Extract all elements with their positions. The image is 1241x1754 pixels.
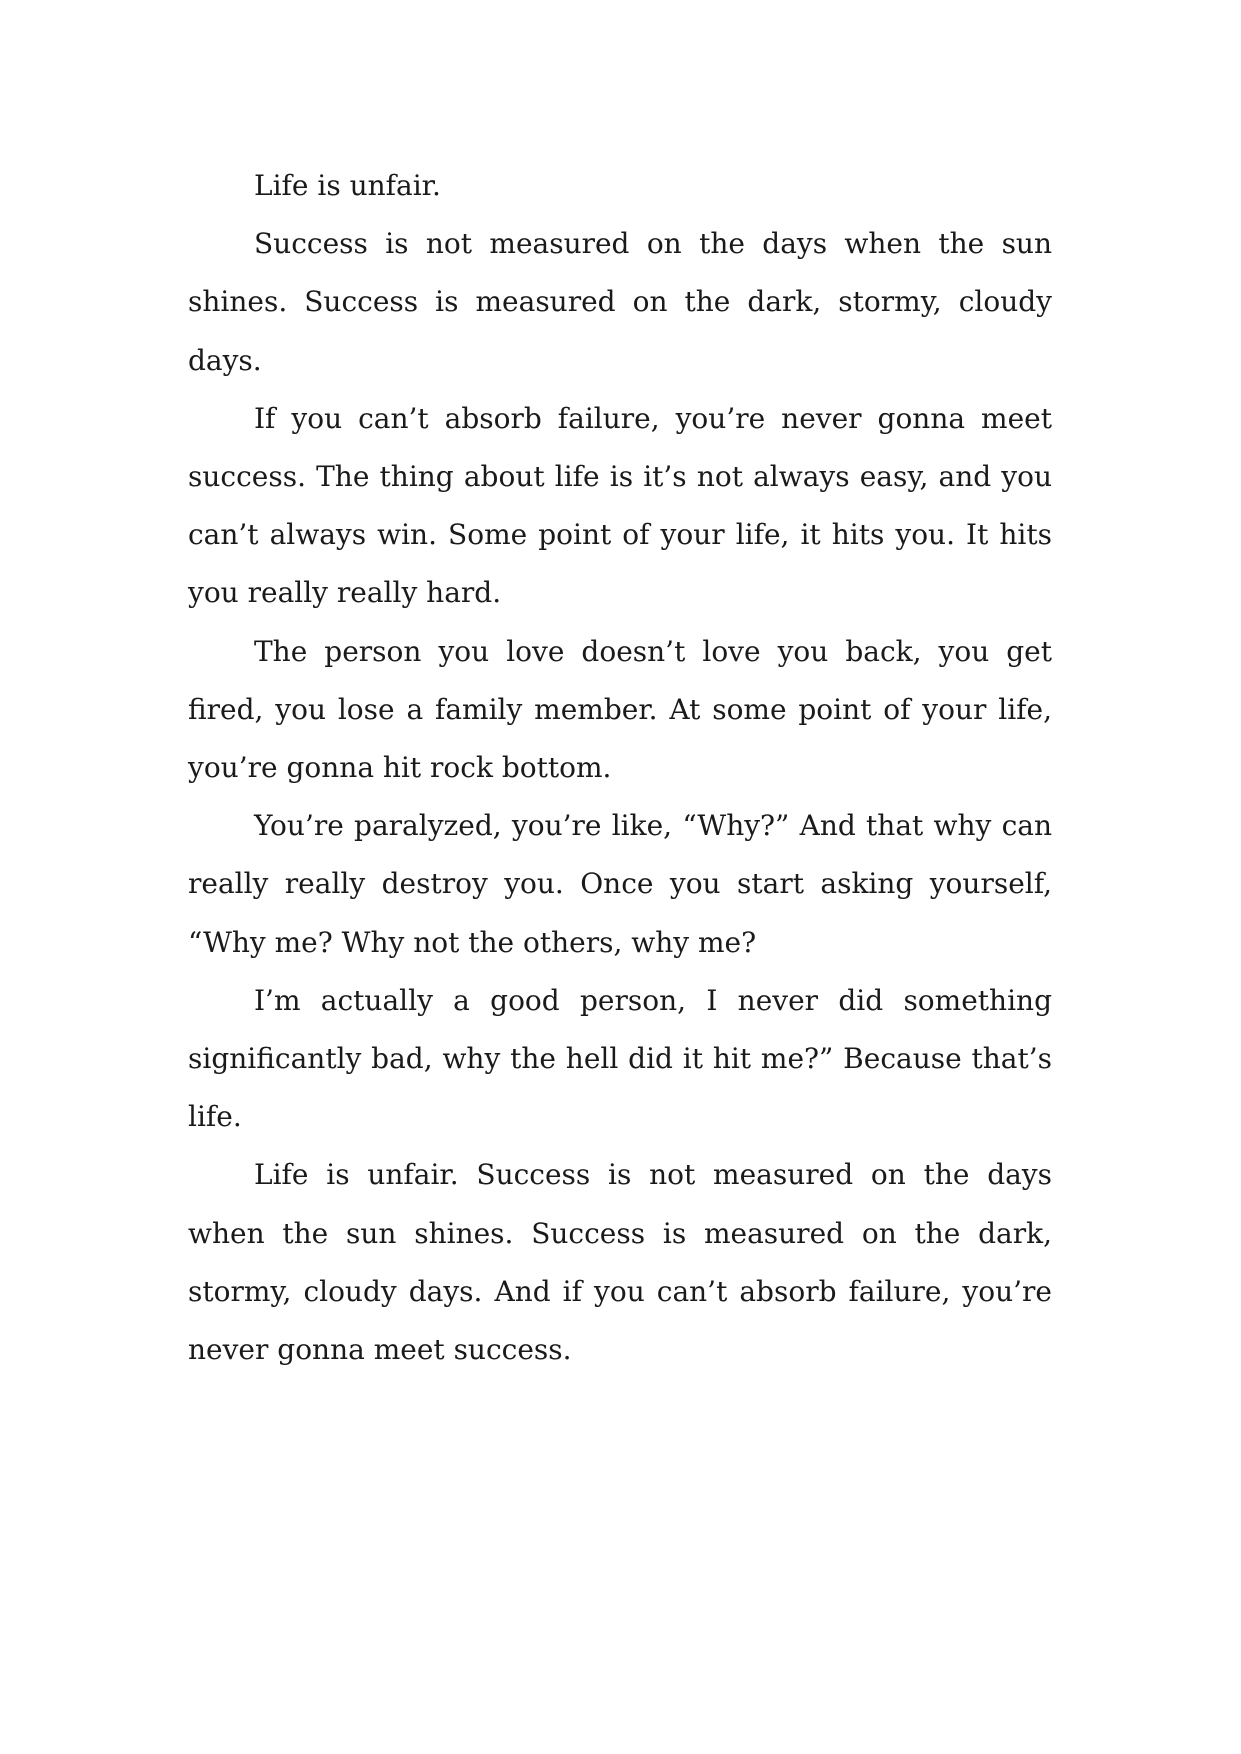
paragraph-7: Life is unfair. Success is not measured on the days when the sun shines. Success is measured on the dark, stormy, cloudy days. And if you can’t absorb failure, you’re never gonna meet success. — [188, 1158, 1052, 1367]
paragraph-6: I’m actually a good person, I never did something significantly bad, why the hell did it hit me?” Because that’s life. — [188, 983, 1052, 1134]
paragraph-5: You’re paralyzed, you’re like, “Why?” And that why can really really destroy you. Once you start asking yourself, “Why me? Why not the others, why me? — [188, 809, 1052, 959]
paragraph-1: Life is unfair. — [254, 169, 441, 202]
paragraph-3: If you can’t absorb failure, you’re never gonna meet success. The thing about life is it’s not always easy, and you can’t always win. Some point of your life, it hits you. It hits you really really hard. — [188, 401, 1052, 610]
paragraph-2: Success is not measured on the days when the sun shines. Success is measured on the dark, stormy, cloudy days. — [188, 227, 1052, 377]
paragraph-4: The person you love doesn’t love you back, you get fired, you lose a family member. At some point of your life, you’re gonna hit rock bottom. — [188, 634, 1052, 785]
document-body — [188, 157, 1052, 1379]
